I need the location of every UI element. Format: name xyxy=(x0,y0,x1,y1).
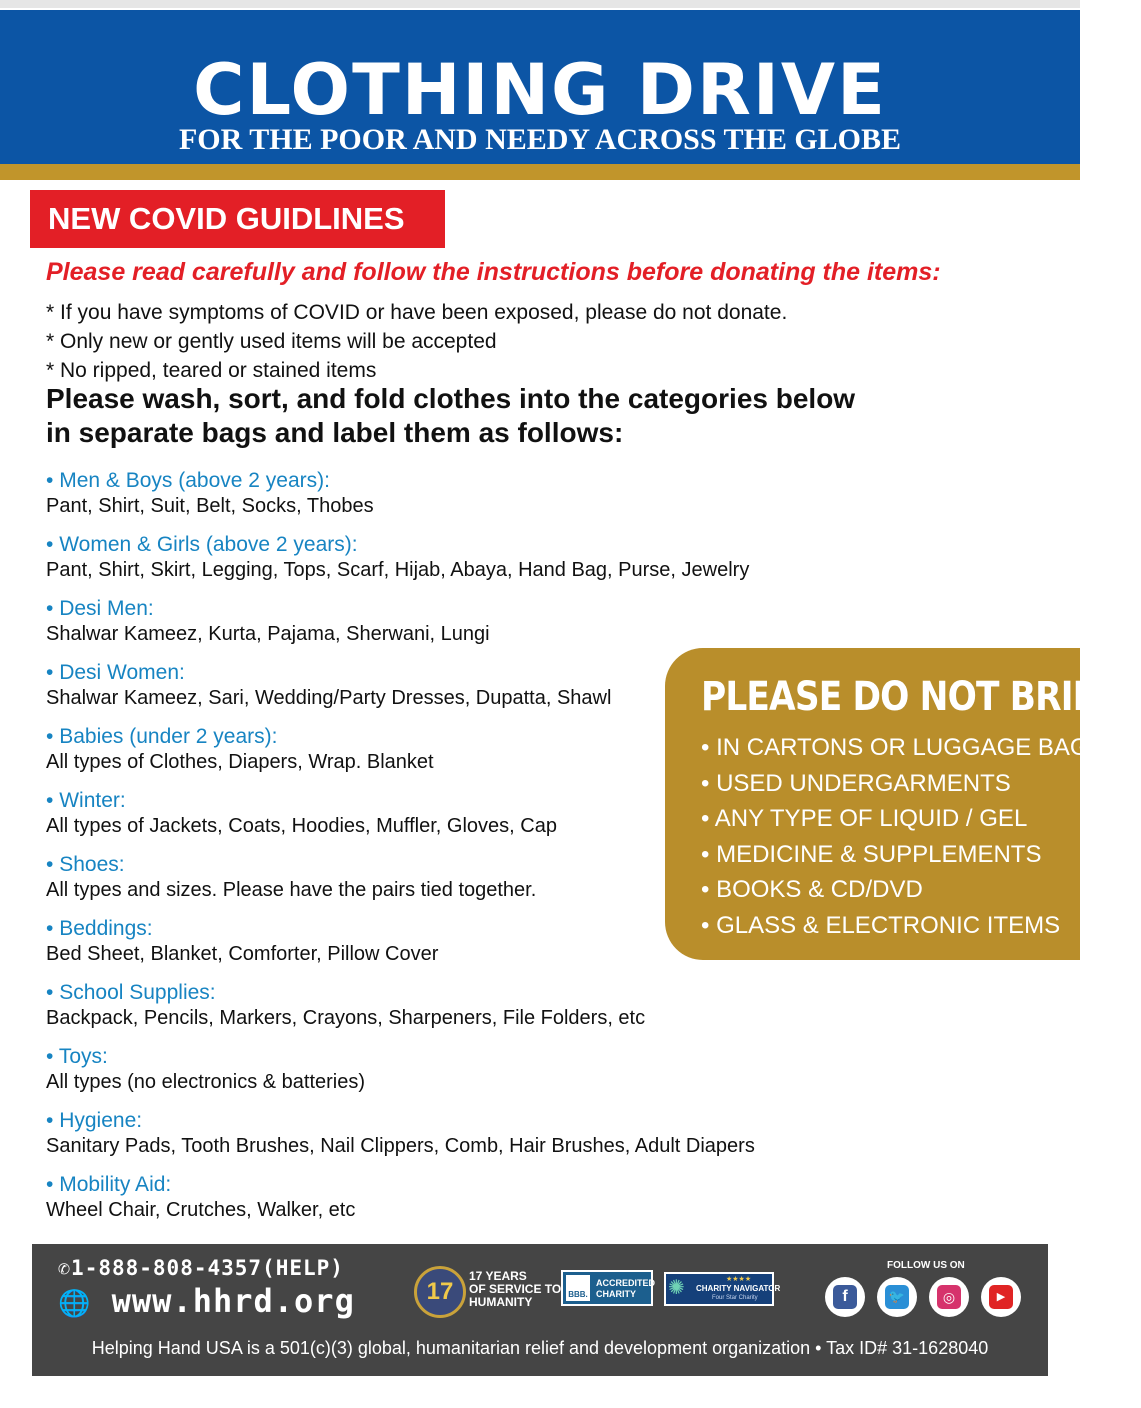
category-name xyxy=(46,532,826,558)
bullet: • xyxy=(46,917,54,940)
covid-rule: * If you have symptoms of COVID or have been exposed, please do not donate. xyxy=(46,301,788,324)
years-line: OF SERVICE TO xyxy=(469,1282,562,1296)
sorting-instructions xyxy=(46,382,926,450)
category-items: Bed Sheet, Blanket, Comforter, Pillow Cover xyxy=(46,943,439,965)
charity-navigator-subtitle: Four Star Charity xyxy=(712,1295,758,1301)
website-link[interactable] xyxy=(58,1282,355,1320)
phone-text: 1-888-808-4357(HELP) xyxy=(71,1256,344,1280)
youtube-link[interactable] xyxy=(981,1277,1021,1317)
category-items: All types and sizes. Please have the pairs tied together. xyxy=(46,879,537,901)
years-line: 17 YEARS xyxy=(469,1269,527,1283)
service-years-text xyxy=(469,1270,561,1309)
category-items: All types (no electronics & batteries) xyxy=(46,1071,366,1093)
category-item xyxy=(46,532,826,596)
do-not-bring-list xyxy=(701,730,1105,943)
category-name xyxy=(46,980,826,1006)
bbb-text xyxy=(596,1278,655,1300)
bullet: • xyxy=(46,853,54,876)
category-name-text: Shoes: xyxy=(59,853,125,876)
do-not-bring-item: • GLASS & ELECTRONIC ITEMS xyxy=(701,911,1061,939)
do-not-bring-item: • MEDICINE & SUPPLEMENTS xyxy=(701,840,1042,868)
category-item xyxy=(46,980,826,1044)
covid-rule: * Only new or gently used items will be accepted xyxy=(46,330,497,353)
footer xyxy=(32,1244,1048,1376)
do-not-bring-item: • BOOKS & CD/DVD xyxy=(701,876,923,903)
globe-icon: 🌐 xyxy=(58,1289,92,1319)
palm-icon: ✺ xyxy=(668,1277,685,1299)
category-name-text: Men & Boys (above 2 years): xyxy=(59,469,330,492)
gold-stripe xyxy=(0,164,1080,180)
bullet: • xyxy=(46,789,54,812)
service-years-seal: 17 xyxy=(414,1266,466,1318)
category-items: All types of Clothes, Diapers, Wrap. Blanket xyxy=(46,751,434,773)
covid-intro: Please read carefully and follow the instructions before donating the items: xyxy=(46,258,941,286)
category-name-text: Mobility Aid: xyxy=(59,1173,172,1196)
category-item xyxy=(46,1172,826,1236)
category-name xyxy=(46,1108,826,1134)
do-not-bring-title: PLEASE DO NOT BRING: xyxy=(701,674,1141,720)
phone-icon: ✆ xyxy=(58,1256,72,1280)
category-name-text: Desi Women: xyxy=(59,661,185,684)
facebook-link[interactable] xyxy=(825,1277,865,1317)
category-items: Shalwar Kameez, Sari, Wedding/Party Dresses, Dupatta, Shawl xyxy=(46,687,612,709)
bullet: • xyxy=(46,1109,54,1132)
bbb-logo: BBB. xyxy=(566,1275,590,1301)
category-name xyxy=(46,596,826,622)
bullet: • xyxy=(46,1173,54,1196)
category-name-text: School Supplies: xyxy=(59,981,216,1004)
category-name-text: Desi Men: xyxy=(59,597,154,620)
website-text: www.hhrd.org xyxy=(111,1282,355,1320)
category-name xyxy=(46,468,826,494)
category-name-text: Babies (under 2 years): xyxy=(59,725,278,748)
category-items: All types of Jackets, Coats, Hoodies, Muffler, Gloves, Cap xyxy=(46,815,557,837)
twitter-icon: 🐦 xyxy=(885,1285,909,1309)
charity-navigator-badge xyxy=(664,1272,781,1306)
youtube-icon: ▶ xyxy=(989,1285,1013,1309)
category-item xyxy=(46,1108,826,1172)
bullet: • xyxy=(46,725,54,748)
do-not-bring-panel xyxy=(665,648,1141,960)
do-not-bring-item: • USED UNDERGARMENTS xyxy=(701,769,1011,797)
instagram-icon: ◎ xyxy=(937,1285,961,1309)
years-line: HUMANITY xyxy=(469,1295,533,1309)
bbb-line: CHARITY xyxy=(596,1289,636,1299)
instagram-link[interactable] xyxy=(929,1277,969,1317)
category-items: Wheel Chair, Crutches, Walker, etc xyxy=(46,1199,356,1221)
bullet: • xyxy=(46,981,54,1004)
category-name-text: Winter: xyxy=(59,789,126,812)
top-edge xyxy=(0,0,1080,8)
covid-rules xyxy=(46,298,787,385)
bullet: • xyxy=(46,469,54,492)
facebook-icon: f xyxy=(833,1285,857,1309)
bullet: • xyxy=(46,661,54,684)
category-items: Pant, Shirt, Skirt, Legging, Tops, Scarf, Hijab, Abaya, Hand Bag, Purse, Jewelry xyxy=(46,559,750,581)
category-items: Pant, Shirt, Suit, Belt, Socks, Thobes xyxy=(46,495,374,517)
bbb-line: ACCREDITED xyxy=(596,1278,656,1288)
bullet: • xyxy=(46,1045,54,1068)
category-name-text: Beddings: xyxy=(59,917,153,940)
category-item xyxy=(46,1044,826,1108)
organization-note: Helping Hand USA is a 501(c)(3) global, humanitarian relief and development organization • Tax ID# 31-1628040 xyxy=(91,1338,989,1358)
category-name-text: Hygiene: xyxy=(59,1109,143,1132)
page-title: CLOTHING DRIVE xyxy=(193,49,887,131)
follow-us-label: FOLLOW US ON xyxy=(887,1260,965,1271)
do-not-bring-item: • ANY TYPE OF LIQUID / GEL xyxy=(701,805,1028,832)
category-item xyxy=(46,468,826,532)
category-name xyxy=(46,1044,826,1070)
covid-banner: NEW COVID GUIDLINES xyxy=(30,190,445,248)
instructions-line: in separate bags and label them as follows: xyxy=(46,417,624,448)
page-subtitle: FOR THE POOR AND NEEDY ACROSS THE GLOBE xyxy=(178,123,902,156)
category-name-text: Women & Girls (above 2 years): xyxy=(59,533,358,556)
twitter-link[interactable] xyxy=(877,1277,917,1317)
bullet: • xyxy=(46,597,54,620)
bullet: • xyxy=(46,533,54,556)
instructions-line: Please wash, sort, and fold clothes into the categories below xyxy=(46,383,856,414)
rating-stars: ★★★★ xyxy=(726,1276,752,1283)
covid-rule: * No ripped, teared or stained items xyxy=(46,359,377,382)
category-items: Backpack, Pencils, Markers, Crayons, Sharpeners, File Folders, etc xyxy=(46,1007,646,1029)
do-not-bring-item: • IN CARTONS OR LUGGAGE BAGS xyxy=(701,734,1105,761)
category-name-text: Toys: xyxy=(58,1045,108,1068)
bbb-accredited-badge xyxy=(561,1270,656,1306)
charity-navigator-name: CHARITY NAVIGATOR xyxy=(696,1284,781,1293)
category-items: Sanitary Pads, Tooth Brushes, Nail Clippers, Comb, Hair Brushes, Adult Diapers xyxy=(46,1135,755,1157)
category-items: Shalwar Kameez, Kurta, Pajama, Sherwani, Lungi xyxy=(46,623,490,645)
category-name xyxy=(46,1172,826,1198)
phone-number[interactable] xyxy=(58,1256,344,1280)
